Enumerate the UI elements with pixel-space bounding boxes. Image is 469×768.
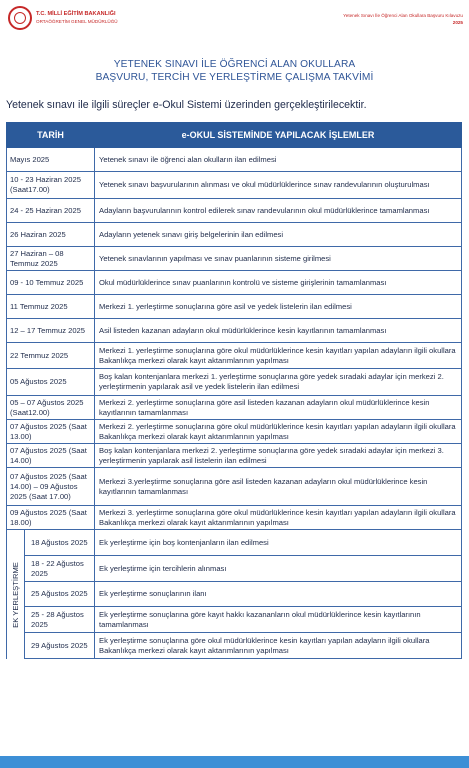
row-date: 12 – 17 Temmuz 2025: [7, 319, 95, 343]
org-name: [36, 11, 118, 25]
row-description: Ek yerleştirme sonuçlarının ilanı: [95, 582, 462, 607]
table-row: [7, 607, 462, 633]
row-description: Ek yerleştirme için tercihlerin alınması: [95, 556, 462, 582]
row-date: 27 Haziran – 08 Temmuz 2025: [7, 247, 95, 271]
table-row: [7, 172, 462, 199]
row-date: 25 - 28 Ağustos 2025: [7, 607, 95, 633]
row-description: Merkezi 2. yerleştirme sonuçlarına göre asil listeden kazanan adayların okul müdürlüklerince kesin kayıtlarının tamamlanması: [95, 396, 462, 420]
table-row: [7, 556, 462, 582]
title-line1: YETENEK SINAVI İLE ÖĞRENCİ ALAN OKULLARA: [113, 59, 356, 70]
row-description: Yetenek sınavı ile öğrenci alan okulların ilan edilmesi: [95, 148, 462, 172]
row-description: Merkezi 3.yerleştirme sonuçlarına göre asil listeden kazanan adayların okul müdürlüklerince kesin kayıtlarının tamamlanması: [95, 468, 462, 506]
ek-section-label: EK YERLEŞTİRME: [10, 561, 20, 628]
org-line1: T.C. MİLLİ EĞİTİM BAKANLIĞI: [36, 11, 116, 17]
title-line2: BAŞVURU, TERCİH VE YERLEŞTİRME ÇALIŞMA TAKVİMİ: [95, 72, 374, 83]
table-row: [7, 633, 462, 659]
row-description: Merkezi 1. yerleştirme sonuçlarına göre asil ve yedek listelerin ilan edilmesi: [95, 295, 462, 319]
table-row: [7, 148, 462, 172]
table-row: [7, 199, 462, 223]
header-actions: e-OKUL SİSTEMİNDE YAPILACAK İŞLEMLER: [95, 123, 462, 148]
table-row: [7, 396, 462, 420]
row-date: 11 Temmuz 2025: [7, 295, 95, 319]
row-description: Asil listeden kazanan adayların okul müdürlüklerince kesin kayıtlarının tamamlanması: [95, 319, 462, 343]
ministry-logo-icon: [8, 6, 32, 30]
page-title: [0, 58, 469, 84]
doc-year: 2025: [452, 20, 463, 25]
row-description: Adayların başvurularının kontrol edilerek sınav randevularının okul müdürlüklerince tamamlanması: [95, 199, 462, 223]
row-date: 26 Haziran 2025: [7, 223, 95, 247]
footer-bar: [0, 756, 469, 768]
table-row: [7, 271, 462, 295]
table-row: [7, 582, 462, 607]
doc-title: Yetenek Sınavı İle Öğrenci Alan Okullara Başvuru Kılavuzu: [343, 13, 463, 18]
row-date: 22 Temmuz 2025: [7, 343, 95, 369]
row-description: Yetenek sınavı başvurularının alınması ve okul müdürlüklerince sınav randevularının oluşturulması: [95, 172, 462, 199]
row-date: 05 Ağustos 2025: [7, 369, 95, 396]
cell-text: 18 Ağustos 2025: [31, 537, 88, 547]
row-description: Ek yerleştirme sonuçlarına göre okul müdürlüklerince kesin kayıtları yapılan adayların ilgili okullara Bakanlıkça merkezi olarak kayıt aktarımlarının yapılması: [95, 633, 462, 659]
row-description: Yetenek sınavlarının yapılması ve sınav puanlarının sisteme girilmesi: [95, 247, 462, 271]
table-row: [7, 530, 462, 556]
row-description: Boş kalan kontenjanlara merkezi 2. yerleştirme sonuçlarına göre yedek sıradaki adaylar için merkezi 3. yerleştirmenin yapılarak asil listelerin ilan edilmesi: [95, 444, 462, 468]
intro-text: Yetenek sınavı ile ilgili süreçler e-Okul Sistemi üzerinden gerçekleştirilecektir.: [6, 99, 367, 111]
row-description: Boş kalan kontenjanlara merkezi 1. yerleştirme sonuçlarına göre yedek sıradaki adaylar için merkezi 2. yerleştirmenin yapılarak asil ve yedek listelerin ilan edilmesi: [95, 369, 462, 396]
row-description: Ek yerleştirme için boş kontenjanların ilan edilmesi: [95, 530, 462, 556]
schedule-table: [6, 122, 462, 659]
row-date: 25 Ağustos 2025: [7, 582, 95, 607]
table-row: [7, 506, 462, 530]
row-date: 18 - 22 Ağustos 2025: [7, 556, 95, 582]
row-description: Adayların yetenek sınavı giriş belgelerinin ilan edilmesi: [95, 223, 462, 247]
row-date: 07 Ağustos 2025 (Saat 14.00): [7, 444, 95, 468]
table-row: [7, 420, 462, 444]
table-row: [7, 369, 462, 396]
row-date: 10 - 23 Haziran 2025 (Saat17.00): [7, 172, 95, 199]
row-description: Merkezi 2. yerleştirme sonuçlarına göre okul müdürlüklerince kesin kayıtları yapılan adayların ilgili okullara Bakanlıkça merkezi olarak kayıt aktarımlarının yapılması: [95, 420, 462, 444]
table-row: [7, 223, 462, 247]
row-date: 09 Ağustos 2025 (Saat 18.00): [7, 506, 95, 530]
table-row: [7, 343, 462, 369]
table-header-row: [7, 123, 462, 148]
row-description: Merkezi 1. yerleştirme sonuçlarına göre okul müdürlüklerince kesin kayıtları yapılan adayların ilgili okullara Bakanlıkça merkezi olarak kayıt aktarımlarının yapılması: [95, 343, 462, 369]
org-line2: ORTAÖĞRETİM GENEL MÜDÜRLÜĞÜ: [36, 19, 118, 24]
row-date: 29 Ağustos 2025: [7, 633, 95, 659]
row-date: 07 Ağustos 2025 (Saat 14.00) – 09 Ağustos 2025 (Saat 17.00): [7, 468, 95, 506]
row-date: 05 – 07 Ağustos 2025 (Saat12.00): [7, 396, 95, 420]
table-row: [7, 247, 462, 271]
row-description: Merkezi 3. yerleştirme sonuçlarına göre okul müdürlüklerince kesin kayıtları yapılan adayların ilgili okullara Bakanlıkça merkezi olarak kayıt aktarımlarının yapılması: [95, 506, 462, 530]
row-date: Mayıs 2025: [7, 148, 95, 172]
table-row: [7, 295, 462, 319]
doc-header: [343, 12, 463, 26]
page-header: [0, 0, 469, 40]
table-row: [7, 444, 462, 468]
table-body: [7, 148, 462, 659]
row-description: Okul müdürlüklerince sınav puanlarının kontrolü ve sisteme girişlerinin tamamlanması: [95, 271, 462, 295]
row-date: 09 - 10 Temmuz 2025: [7, 271, 95, 295]
row-date: 24 - 25 Haziran 2025: [7, 199, 95, 223]
row-description: Ek yerleştirme sonuçlarına göre kayıt hakkı kazananların okul müdürlüklerince kesin kayıtlarının tamamlanması: [95, 607, 462, 633]
header-date: TARİH: [7, 123, 95, 148]
table-row: [7, 319, 462, 343]
row-date: 07 Ağustos 2025 (Saat 13.00): [7, 420, 95, 444]
ek-section-label-box: [7, 530, 25, 659]
table-row: [7, 468, 462, 506]
